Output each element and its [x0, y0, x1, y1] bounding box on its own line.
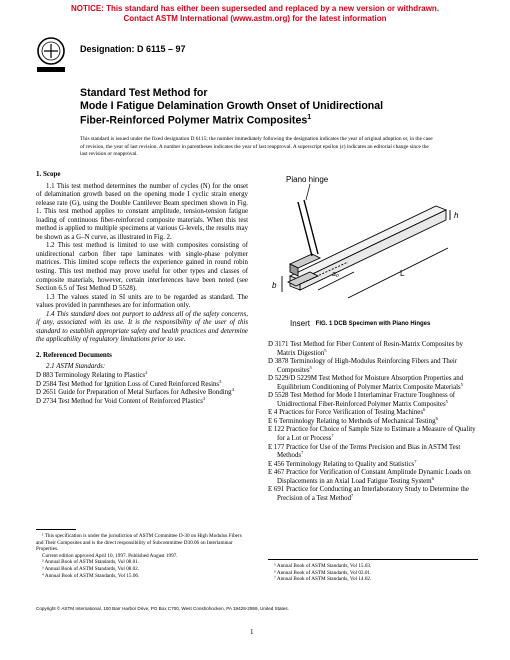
footnote-4: ⁴ Annual Book of ASTM Standards, Vol 15.06. — [42, 572, 140, 579]
reference-item — [36, 389, 248, 398]
notice-line-2: Contact ASTM International (www.astm.org) for the latest information — [123, 14, 387, 23]
reference-footnote-mark: 7 — [301, 450, 304, 456]
footnote-edition: Current edition approved April 10, 1997. Published August 1997. — [42, 552, 178, 559]
reference-text: D 883 Terminology Relating to Plastics — [36, 372, 146, 380]
reference-item — [268, 392, 478, 409]
astm-standards-subheading: 2.1 ASTM Standards: — [46, 363, 106, 371]
footnote-5: ⁵ Annual Book of ASTM Standards, Vol 15.03. — [274, 563, 372, 569]
reference-text: D 2584 Test Method for Ignition Loss of Cured Reinforced Resins — [36, 380, 220, 388]
reference-footnote-mark: 3 — [219, 378, 222, 384]
reference-text: E 467 Practice for Verification of Constant Amplitude Dynamic Loads on Displacements in an Axial Load Fatigue Testing System — [268, 469, 471, 485]
reference-item — [268, 486, 478, 503]
footnote-3: ³ Annual Book of ASTM Standards, Vol 08.02. — [42, 565, 140, 572]
right-column — [268, 341, 478, 503]
reference-text: E 691 Practice for Conducting an Interlaboratory Study to Determine the Precision of a Test Method — [268, 486, 469, 502]
label-piano-hinge: Piano hinge — [286, 175, 329, 184]
reference-item — [268, 469, 478, 486]
reference-footnote-mark: 3 — [202, 395, 206, 401]
reference-footnote-mark: 5 — [324, 347, 327, 353]
reference-text: D 2651 Guide for Preparation of Metal Surfaces for Adhesive Bonding — [36, 389, 232, 397]
scope-para-1-3: 1.3 The values stated in SI units are to be regarded as standard. The values provided in parentheses are for information only. — [36, 293, 248, 310]
reference-text: E 177 Practice for Use of the Terms Precision and Bias in ASTM Test Methods — [268, 443, 461, 460]
reference-footnote-mark: 5 — [445, 398, 448, 404]
footnote-1: ¹ This specification is under the jurisdiction of ASTM Committee D-30 on High Modulus Fibers and Their Composites and is the direct responsibility of Subcommittee D30.06 on Interlaminar Properties. — [36, 533, 242, 553]
reference-item — [268, 375, 478, 392]
footnote-2: ² Annual Book of ASTM Standards, Vol 08.01. — [42, 559, 140, 566]
reference-item — [268, 426, 478, 443]
reference-item — [268, 444, 478, 461]
label-L: L — [400, 269, 405, 278]
reference-text: D 2734 Test Method for Void Content of Reinforced Plastics — [36, 397, 203, 405]
referenced-documents-heading: 2. Referenced Documents — [36, 350, 112, 359]
document-title — [80, 87, 440, 127]
reference-text: D 5229/D 5229M Test Method for Moisture Absorption Properties and Equilibrium Conditioning of Polymer Matrix Composite Materials — [268, 375, 464, 391]
reference-footnote-mark: 2 — [145, 370, 148, 376]
reference-text: E 4 Practices for Force Verification of Testing Machines — [268, 409, 424, 417]
footnotes-left — [36, 533, 248, 579]
figure-caption: FIG. 1 DCB Specimen with Piano Hinges — [315, 321, 431, 327]
reference-footnote-mark: 7 — [331, 433, 334, 439]
reference-item — [268, 341, 478, 358]
title-footnote-mark: 1 — [307, 114, 312, 122]
footnote-rule-left — [36, 529, 76, 530]
notice-line-1: NOTICE: This standard has either been superseded and replaced by a new version or withdrawn. — [70, 4, 440, 13]
title-line-3: Fiber-Reinforced Polymer Matrix Composites — [80, 114, 308, 127]
reference-text: D 5528 Test Method for Mode I Interlaminar Fracture Toughness of Unidirectional Fiber-Reinforced Polymer Matrix Composites — [268, 392, 456, 408]
footnote-7: ⁷ Annual Book of ASTM Standards, Vol 14.02. — [274, 576, 372, 583]
scope-para-1-2: 1.2 This test method is limited to use with composites consisting of unidirectional carbon fiber tape laminates with single-phase polymer matrices. This limited scope reflects the experience gained in round robin testing. This test method may prove useful for other types and classes of composite materials, however, certain interferences have been noted (see Section 6.5 of Test Method D 5528). — [36, 242, 248, 293]
reference-list-right — [268, 341, 478, 503]
figure-dcb-specimen — [268, 172, 478, 332]
reference-list-left — [36, 372, 248, 406]
title-line-1: Standard Test Method for — [80, 87, 208, 99]
reference-text: E 122 Practice for Choice of Sample Size to Estimate a Measure of Quality for a Lot or Process — [268, 426, 476, 443]
astm-logo-icon — [36, 36, 66, 74]
reference-footnote-mark: 6 — [431, 475, 434, 481]
title-line-2: Mode I Fatigue Delamination Growth Onset of Unidirectional — [80, 99, 384, 112]
footnotes-right — [268, 563, 478, 583]
reference-item — [268, 409, 478, 418]
left-column — [36, 170, 248, 406]
reference-text: E 456 Terminology Relating to Quality and Statistics — [268, 460, 415, 468]
reference-footnote-mark: 6 — [435, 415, 438, 421]
scope-para-1-1: 1.1 This test method determines the number of cycles (N) for the onset of delamination growth based on the opening mode I cyclic strain energy release rate (G), using the Double Cantilever Beam specimen shown in Fig. 1. This test method applies to constant amplitude, tension-tension fatigue loading of continuous fiber-reinforced composite materials. When this test method is applied to multiple specimens at various G-levels, the results may be shown as a G–N curve, as illustrated in Fig. 2. — [36, 182, 248, 241]
reference-text: D 3878 Terminology of High-Modulus Reinforcing Fibers and Their Composites — [268, 358, 458, 374]
reference-footnote-mark: 7 — [414, 458, 417, 464]
reference-footnote-mark: 4 — [231, 387, 234, 393]
label-a0: a₀ — [332, 271, 339, 278]
footnote-6: ⁶ Annual Book of ASTM Standards, Vol 03.01. — [274, 569, 372, 576]
reference-footnote-mark: 5 — [460, 381, 463, 387]
issued-note: This standard is issued under the fixed designation D 6115; the number immediately following the designation indicates the year of original adoption or, in the case of revision, the year of last revision. A number in parentheses indicates the year of last reapproval. A superscript epsilon (ε) indicates an editorial change since the last revision or reapproval. — [80, 136, 433, 158]
reference-footnote-mark: 5 — [309, 364, 312, 370]
reference-item — [36, 395, 248, 407]
label-h: h — [454, 211, 459, 220]
page-number: 1 — [250, 628, 254, 636]
copyright-line: Copyright © ASTM International, 100 Barr Harbor Drive, PO Box C700, West Conshohocken, PA 19428-2959, United States. — [36, 606, 289, 611]
label-insert: Insert — [290, 319, 311, 328]
scope-para-1-4: 1.4 This standard does not purport to address all of the safety concerns, if any, associated with its use. It is the responsibility of the user of this standard to establish appropriate safety and health practices and determine the applicability of regulatory limitations prior to use. — [36, 310, 248, 344]
withdrawal-notice — [0, 4, 510, 24]
reference-footnote-mark: 6 — [423, 407, 426, 413]
label-b: b — [272, 281, 277, 290]
reference-item — [36, 372, 248, 381]
reference-item — [268, 458, 478, 470]
reference-text: E 6 Terminology Relating to Methods of Mechanical Testing — [268, 417, 436, 425]
reference-item — [268, 415, 478, 427]
designation: Designation: D 6115 – 97 — [80, 44, 186, 54]
scope-heading: 1. Scope — [36, 170, 61, 178]
reference-footnote-mark: 7 — [351, 492, 354, 498]
reference-item — [268, 358, 478, 375]
reference-text: D 3171 Test Method for Fiber Content of Resin-Matrix Composites by Matrix Digestion — [268, 341, 463, 357]
footnote-rule-right — [268, 559, 478, 560]
